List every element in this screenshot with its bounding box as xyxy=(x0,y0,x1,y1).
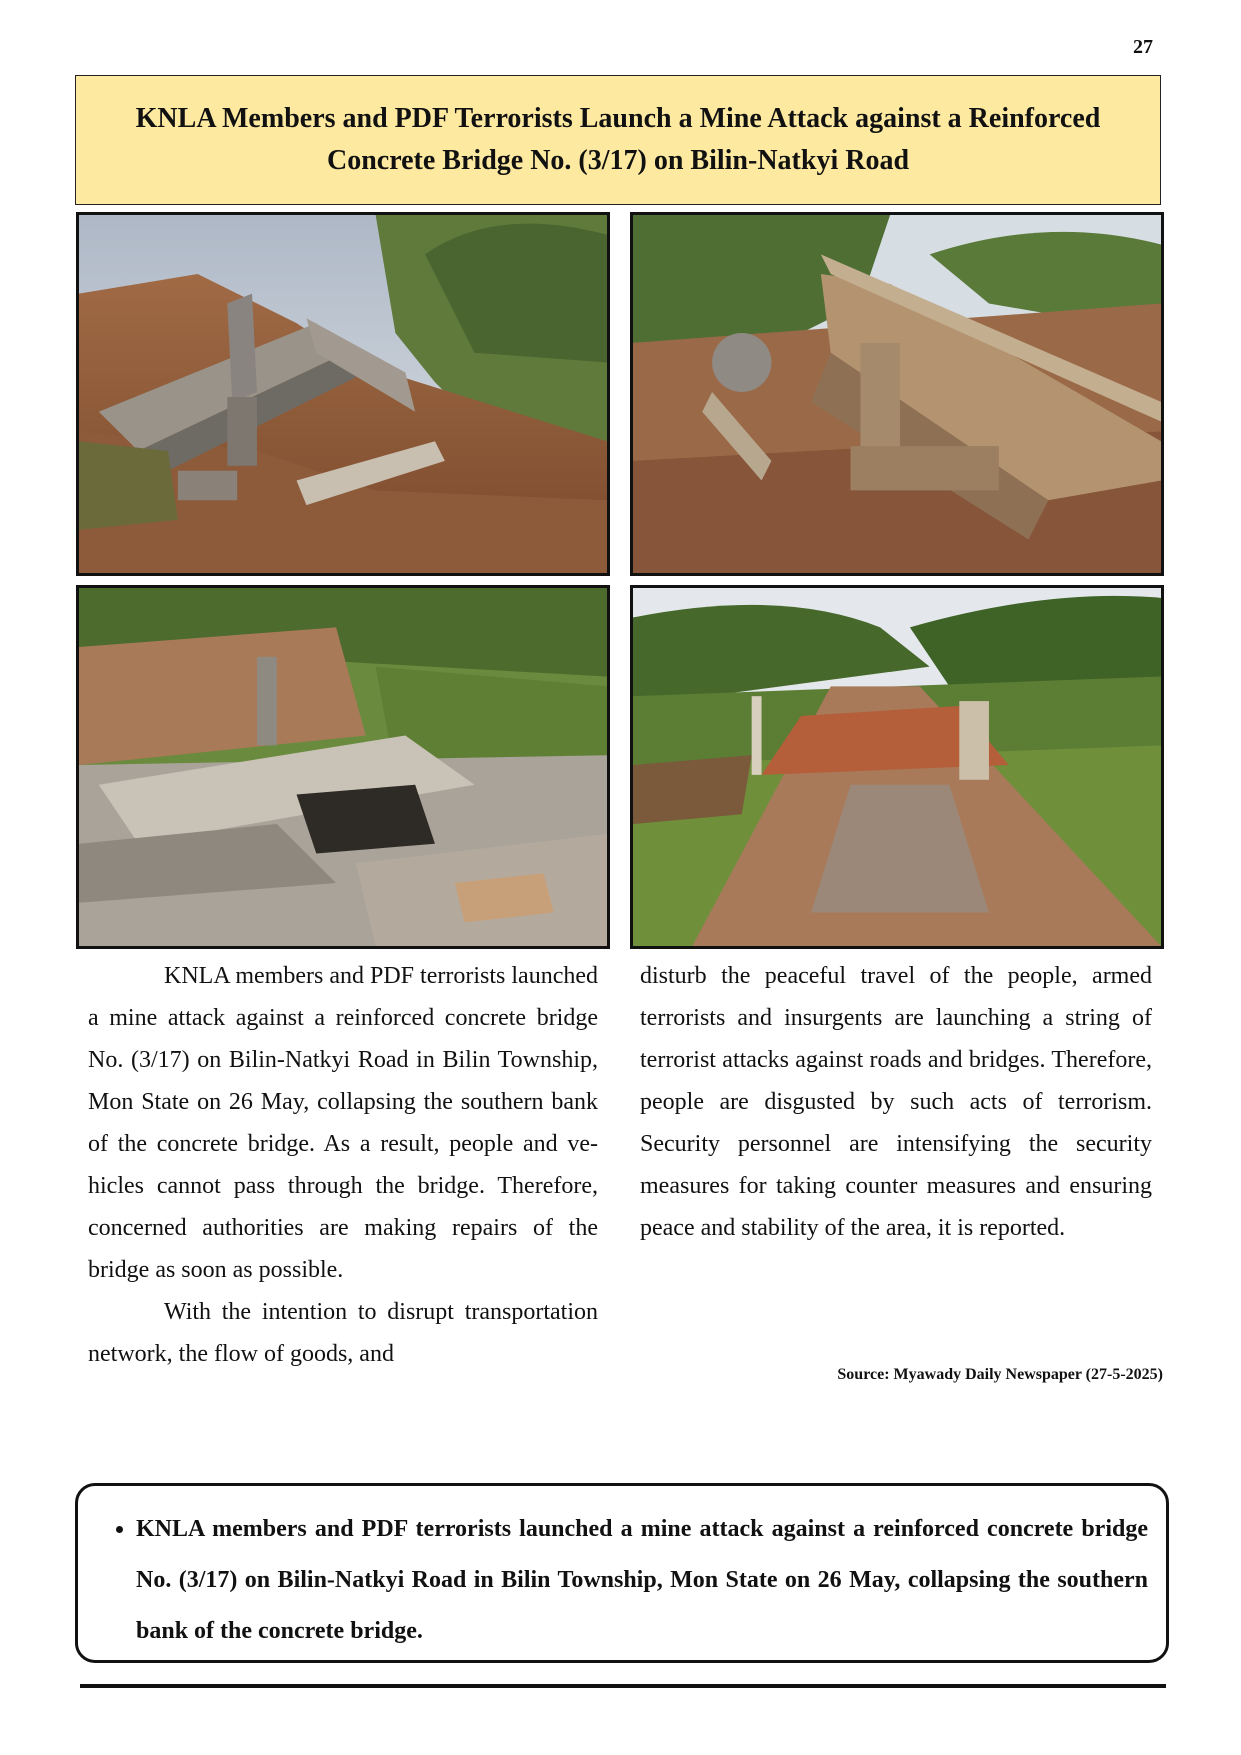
photo-collapsed-bridge-side-image xyxy=(79,215,607,573)
photo-tilted-bridge-deck-image xyxy=(633,215,1161,573)
photo-tilted-bridge-deck xyxy=(630,212,1164,576)
bottom-divider xyxy=(80,1684,1166,1688)
source-citation: Source: Myawady Daily Newspaper (27-5-2025) xyxy=(837,1366,1163,1383)
summary-list xyxy=(96,1504,1148,1657)
article-title-box xyxy=(75,75,1161,205)
photo-bridge-rubble xyxy=(76,585,610,949)
article-paragraph-1: KNLA members and PDF terrorists launched a mine attack against a reinforced concrete bridge No. (3/17) on Bilin-Natkyi Road in Bilin Township, Mon State on 26 May, collapsing the southern bank of the concrete bridge. As a result, people and vehicles cannot pass through the bridge. Therefore, concerned authorities are making repairs of the bridge as soon as possible. xyxy=(88,963,598,1283)
article-title: KNLA Members and PDF Terrorists Launch a Mine Attack against a Reinforced Concrete Bridge No. (3/17) on Bilin-Natkyi Road xyxy=(135,103,1101,176)
photo-damaged-road-image xyxy=(633,588,1161,946)
summary-bullet: • KNLA members and PDF terrorists launched a mine attack against a reinforced concrete bridge No. (3/17) on Bilin-Natkyi Road in Bilin Township, Mon State on 26 May, collapsing the southern bank of the concrete bridge. xyxy=(136,1504,1148,1657)
article-paragraph-2-continued: disturb the peaceful travel of the people, armed terrorists and insurgents are launching a string of terrorist attacks against roads and bridges. Therefore, people are disgusted by such acts of terrorism. Security personnel are intensifying the security measures for taking counter measures and ensuring peace and stability of the area, it is reported. xyxy=(640,963,1152,1241)
page-number: 27 xyxy=(1133,36,1153,58)
article-column-left xyxy=(88,955,598,1375)
photo-collapsed-bridge-side xyxy=(76,212,610,576)
article-paragraph-2: With the intention to disrupt transportation network, the flow of goods, and xyxy=(88,1299,598,1367)
article-column-right xyxy=(640,955,1152,1249)
photo-bridge-rubble-image xyxy=(79,588,607,946)
photo-damaged-road xyxy=(630,585,1164,949)
summary-box xyxy=(75,1483,1169,1663)
